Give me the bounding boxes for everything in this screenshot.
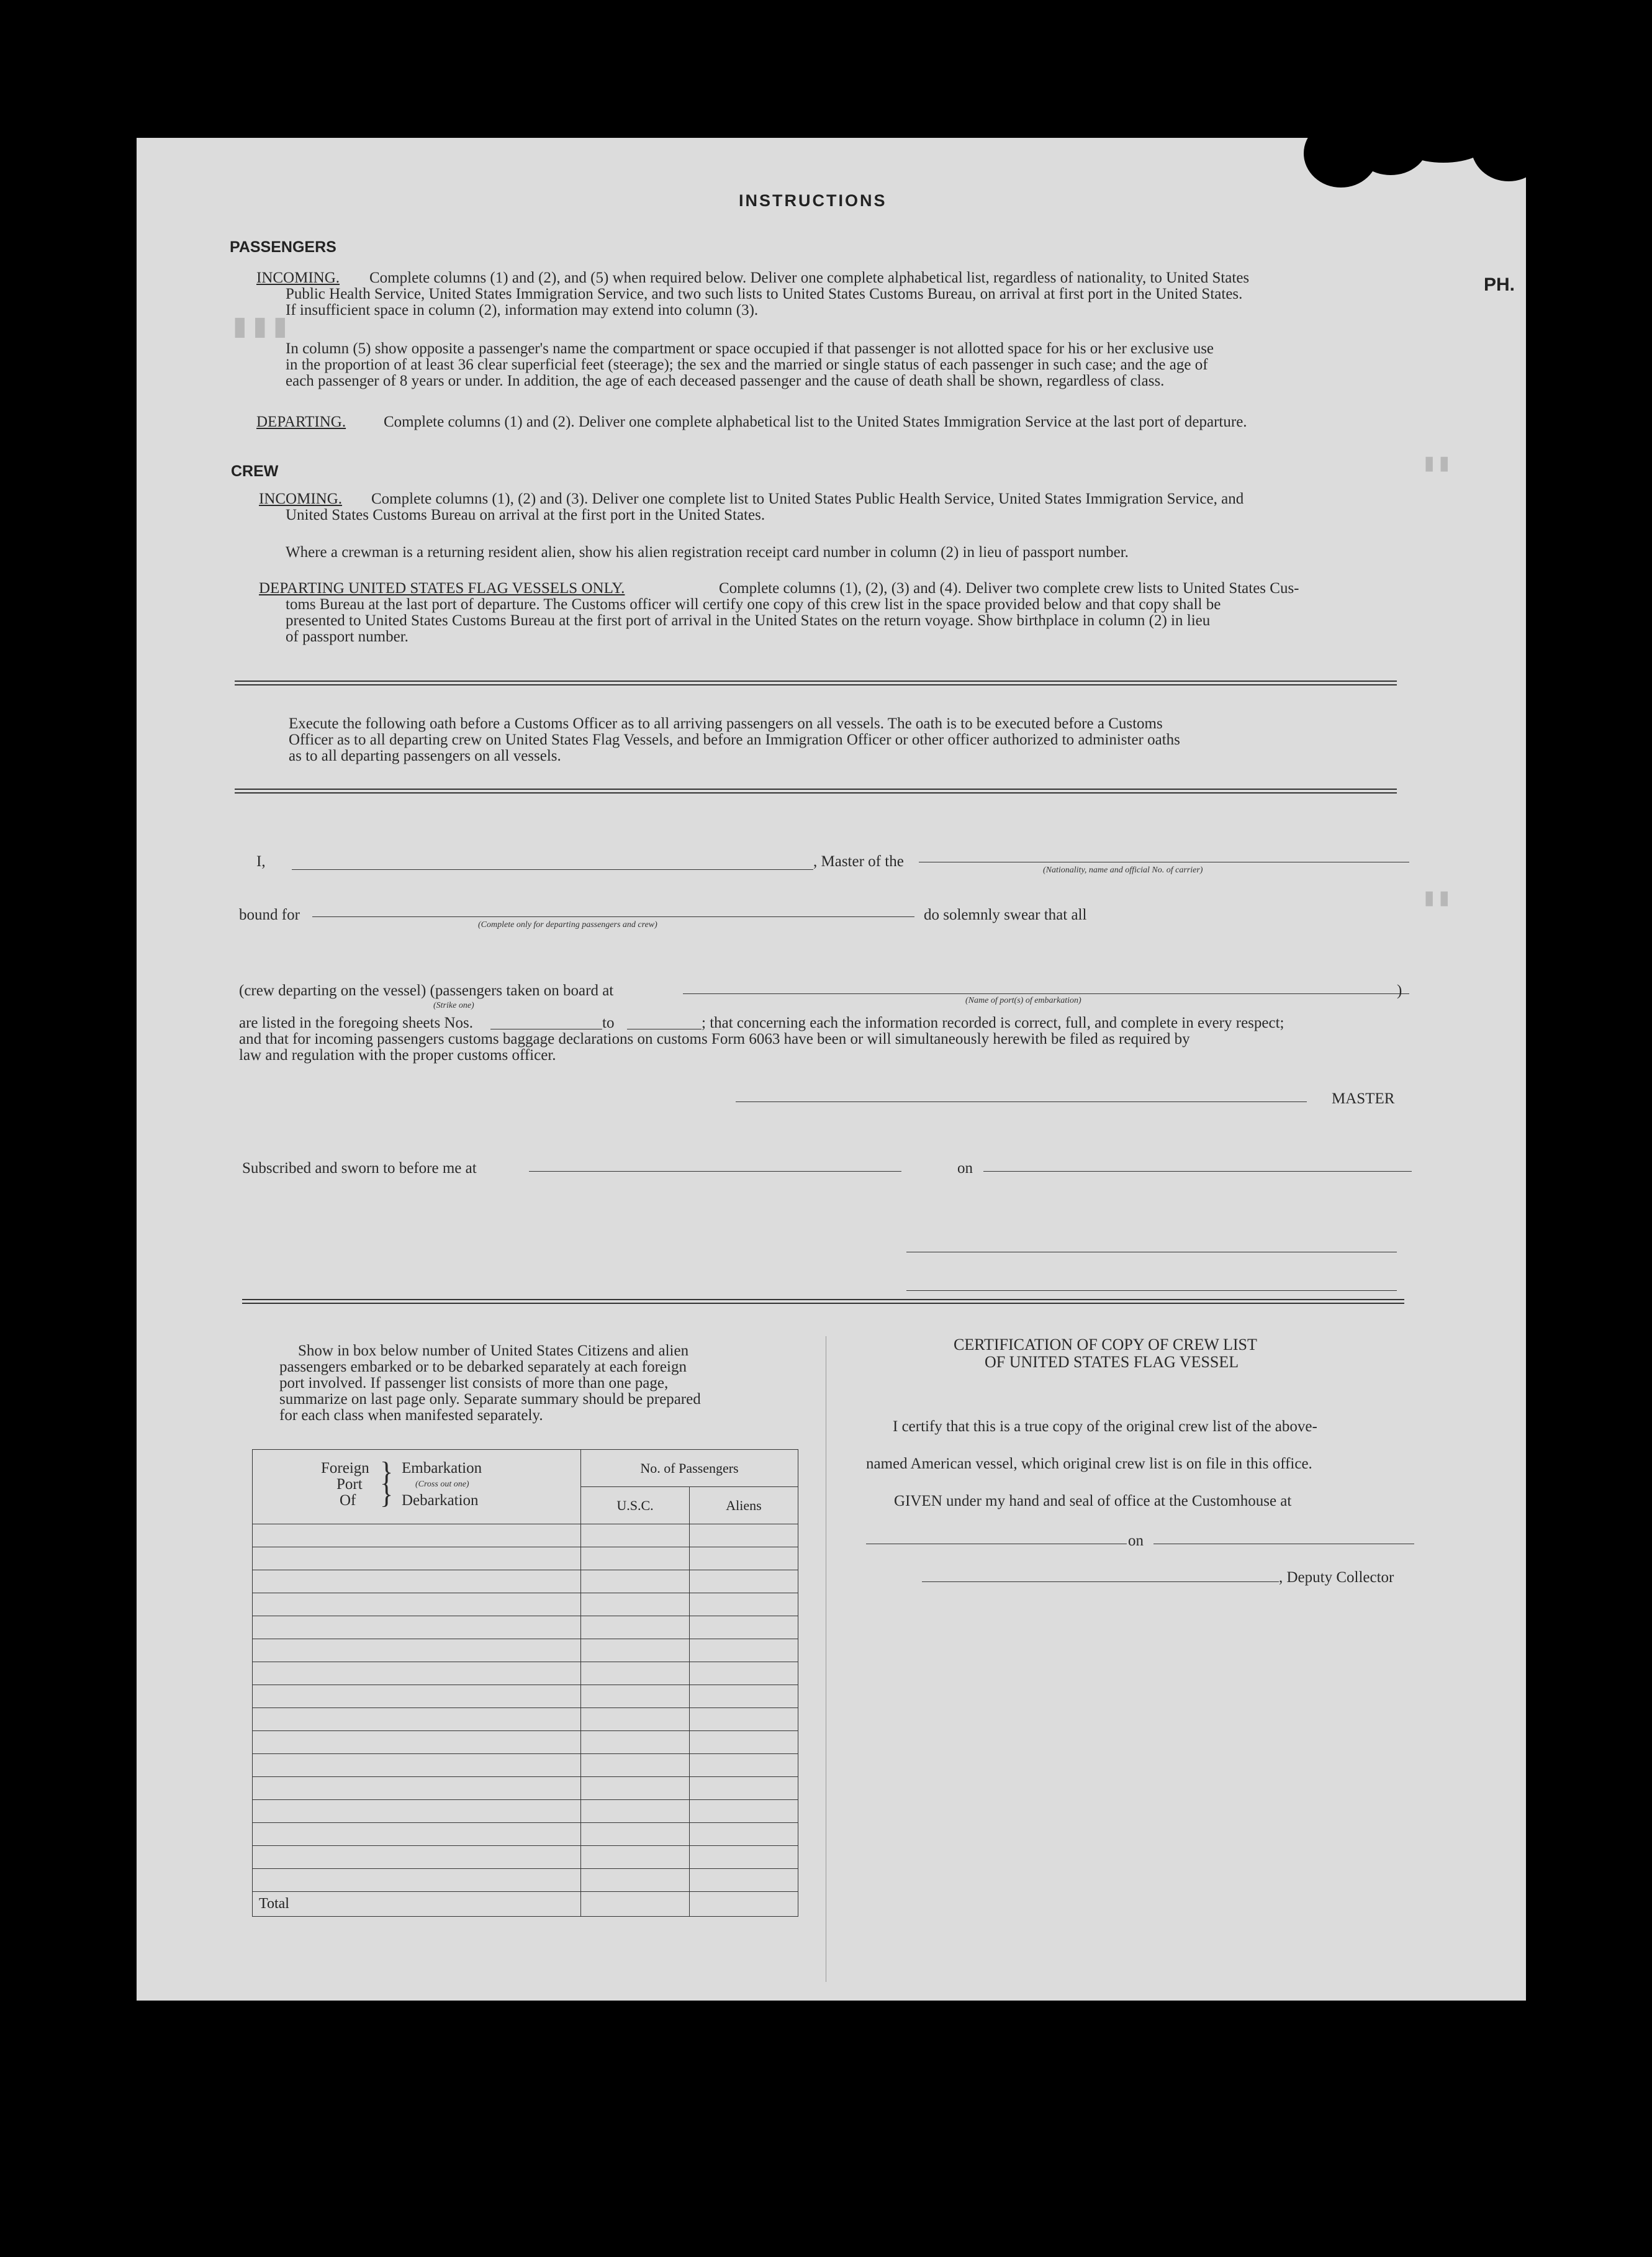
passengers-incoming-line: If insufficient space in column (2), information may extend into column (3). xyxy=(286,302,759,319)
usc-cell[interactable] xyxy=(581,1731,690,1754)
swear-text: do solemnly swear that all xyxy=(924,907,1087,923)
total-label-cell: Total xyxy=(253,1892,581,1917)
aliens-cell[interactable] xyxy=(690,1547,798,1570)
certification-text: named American vessel, which original crew list is on file in this office. xyxy=(866,1455,1312,1472)
subscribed-label: Subscribed and sworn to before me at xyxy=(242,1160,477,1177)
ports-line[interactable] xyxy=(683,993,1409,994)
usc-cell[interactable] xyxy=(581,1570,690,1593)
crew-incoming-label: INCOMING. xyxy=(259,491,343,507)
bleed-through: ▮▮ xyxy=(1422,885,1452,913)
aliens-cell[interactable] xyxy=(690,1823,798,1846)
aliens-cell[interactable] xyxy=(690,1754,798,1777)
crew-departing-label: DEPARTING UNITED STATES FLAG VESSELS ONLY. xyxy=(259,580,625,597)
summary-line: passengers embarked or to be debarked separately at each foreign xyxy=(279,1359,687,1375)
master-label: MASTER xyxy=(1332,1090,1395,1107)
port-header-cell xyxy=(253,1450,581,1524)
port-cell[interactable] xyxy=(253,1869,581,1892)
summary-line: summarize on last page only. Separate summary should be prepared xyxy=(279,1391,701,1408)
strike-one-note: (Strike one) xyxy=(433,1001,474,1010)
usc-cell[interactable] xyxy=(581,1869,690,1892)
torn-corner xyxy=(1397,119,1490,163)
usc-cell[interactable] xyxy=(581,1800,690,1823)
port-cell[interactable] xyxy=(253,1616,581,1639)
given-text: GIVEN under my hand and seal of office at the Customhouse at xyxy=(894,1493,1292,1509)
carrier-note: (Nationality, name and official No. of carrier) xyxy=(1043,866,1203,875)
foreign-label: Foreign xyxy=(321,1460,369,1477)
port-cell[interactable] xyxy=(253,1731,581,1754)
sworn-date-line[interactable] xyxy=(983,1171,1412,1172)
embarkation-label: Embarkation xyxy=(402,1460,482,1477)
ports-close-paren: ) xyxy=(1397,982,1402,999)
usc-cell[interactable] xyxy=(581,1823,690,1846)
port-cell[interactable] xyxy=(253,1547,581,1570)
port-cell[interactable] xyxy=(253,1570,581,1593)
page-heading: INSTRUCTIONS xyxy=(739,191,887,210)
bleed-through: ▮▮ xyxy=(1422,451,1452,479)
listed-text-b: ; that concerning each the information recorded is correct, full, and complete in every respect; xyxy=(702,1015,1284,1031)
port-cell[interactable] xyxy=(253,1593,581,1616)
complete-only-note: (Complete only for departing passengers and crew) xyxy=(478,920,657,929)
port-cell[interactable] xyxy=(253,1823,581,1846)
form-page xyxy=(137,138,1526,2001)
usc-cell[interactable] xyxy=(581,1662,690,1685)
port-cell[interactable] xyxy=(253,1708,581,1731)
master-signature-line[interactable] xyxy=(736,1101,1307,1102)
column5-line: In column (5) show opposite a passenger's name the compartment or space occupied if that passenger is not allotted space for his or her exclusive use xyxy=(286,340,1214,357)
deputy-signature-line[interactable] xyxy=(922,1581,1279,1582)
bleed-through: ▮▮▮ xyxy=(230,309,291,347)
aliens-cell[interactable] xyxy=(690,1708,798,1731)
section-divider xyxy=(242,1299,1404,1304)
usc-cell[interactable] xyxy=(581,1685,690,1708)
ports-note: (Name of port(s) of embarkation) xyxy=(965,996,1081,1005)
column5-line: each passenger of 8 years or under. In addition, the age of each deceased passenger and the cause of death shall be shown, regardless of class. xyxy=(286,373,1165,389)
certification-on: on xyxy=(1128,1532,1144,1549)
summary-line: for each class when manifested separately. xyxy=(279,1407,543,1424)
sworn-place-line[interactable] xyxy=(529,1171,901,1172)
port-label: Port xyxy=(336,1476,363,1493)
listed-line: law and regulation with the proper customs officer. xyxy=(239,1047,556,1064)
port-cell[interactable] xyxy=(253,1800,581,1823)
passengers-incoming-label: INCOMING. xyxy=(256,269,340,286)
deputy-collector-label: , Deputy Collector xyxy=(1279,1569,1394,1586)
crew-title: CREW xyxy=(231,463,279,480)
aliens-cell[interactable] xyxy=(690,1616,798,1639)
certification-title: OF UNITED STATES FLAG VESSEL xyxy=(985,1353,1239,1371)
crew-incoming-line: Complete columns (1), (2) and (3). Deliver one complete list to United States Public Health Service, United States Immigration Service, and xyxy=(371,491,1244,507)
crew-departing-line: of passport number. xyxy=(286,628,408,645)
aliens-cell[interactable] xyxy=(690,1570,798,1593)
passengers-title: PASSENGERS xyxy=(230,238,336,256)
debarkation-label: Debarkation xyxy=(402,1492,479,1509)
listed-to: to xyxy=(602,1015,615,1031)
aliens-cell[interactable] xyxy=(690,1846,798,1869)
certification-text: I certify that this is a true copy of the original crew list of the above- xyxy=(893,1418,1317,1435)
aliens-cell[interactable] xyxy=(690,1662,798,1685)
aliens-cell[interactable] xyxy=(690,1593,798,1616)
bound-for-line[interactable] xyxy=(312,916,914,917)
usc-cell[interactable] xyxy=(581,1593,690,1616)
master-name-line[interactable] xyxy=(292,869,813,870)
passengers-incoming-line: Public Health Service, United States Immigration Service, and two such lists to United States Customs Bureau, on arrival at first port in the United States. xyxy=(286,286,1243,302)
resident-alien-note: Where a crewman is a returning resident alien, show his alien registration receipt card number in column (2) in lieu of passport number. xyxy=(286,544,1129,561)
aliens-cell[interactable] xyxy=(690,1685,798,1708)
oath-i-label: I, xyxy=(256,853,266,870)
port-cell[interactable] xyxy=(253,1524,581,1547)
summary-line: port involved. If passenger list consists of more than one page, xyxy=(279,1375,669,1391)
port-cell[interactable] xyxy=(253,1639,581,1662)
usc-cell[interactable] xyxy=(581,1547,690,1570)
aliens-cell[interactable] xyxy=(690,1639,798,1662)
usc-cell[interactable] xyxy=(581,1777,690,1800)
crew-departing-line: toms Bureau at the last port of departure. The Customs officer will certify one copy of this crew list in the space provided below and that copy shall be xyxy=(286,596,1221,613)
usc-cell[interactable] xyxy=(581,1616,690,1639)
oath-line: Officer as to all departing crew on United States Flag Vessels, and before an Immigration Officer or other officer authorized to administer oaths xyxy=(289,731,1180,748)
listed-text-a: are listed in the foregoing sheets Nos. xyxy=(239,1015,473,1031)
usc-header: U.S.C. xyxy=(581,1487,690,1524)
listed-line: and that for incoming passengers customs baggage declarations on customs Form 6063 have been or will simultaneously herewith be filed as required by xyxy=(239,1031,1190,1047)
sworn-on-label: on xyxy=(957,1160,973,1177)
usc-cell[interactable] xyxy=(581,1639,690,1662)
port-cell[interactable] xyxy=(253,1685,581,1708)
port-cell[interactable] xyxy=(253,1662,581,1685)
crew-incoming-line: United States Customs Bureau on arrival at the first port in the United States. xyxy=(286,507,765,523)
aliens-cell[interactable] xyxy=(690,1731,798,1754)
cross-out-note: (Cross out one) xyxy=(415,1480,469,1489)
passengers-departing-text: Complete columns (1) and (2). Deliver one complete alphabetical list to the United States Immigration Service at the last port of departure. xyxy=(384,414,1247,430)
usc-cell[interactable] xyxy=(581,1846,690,1869)
passenger-summary-table xyxy=(252,1449,798,1917)
aliens-cell[interactable] xyxy=(690,1777,798,1800)
port-cell[interactable] xyxy=(253,1754,581,1777)
passengers-departing-label: DEPARTING. xyxy=(256,414,346,430)
of-label: Of xyxy=(340,1492,356,1509)
bound-for-label: bound for xyxy=(239,907,300,923)
usc-cell[interactable] xyxy=(581,1524,690,1547)
column5-line: in the proportion of at least 36 clear superficial feet (steerage); the sex and the married or single status of each passenger in such case; and the age of xyxy=(286,356,1208,373)
side-mark: PH. xyxy=(1484,274,1515,295)
port-cell[interactable] xyxy=(253,1846,581,1869)
section-divider xyxy=(235,681,1397,685)
aliens-header: Aliens xyxy=(690,1487,798,1524)
usc-cell[interactable] xyxy=(581,1754,690,1777)
oath-line: Execute the following oath before a Customs Officer as to all arriving passengers on all vessels. The oath is to be executed before a Customs xyxy=(289,715,1163,732)
aliens-cell[interactable] xyxy=(690,1800,798,1823)
brace-icon: } xyxy=(380,1479,394,1509)
crew-departing-text: (crew departing on the vessel) (passengers taken on board at xyxy=(239,982,614,999)
aliens-total-cell[interactable] xyxy=(690,1892,798,1917)
crew-departing-line: presented to United States Customs Bureau at the first port of arrival in the United States on the return voyage. Show birthplace in column (2) in lieu xyxy=(286,612,1211,629)
master-of-label: , Master of the xyxy=(813,853,904,870)
aliens-cell[interactable] xyxy=(690,1869,798,1892)
oath-line: as to all departing passengers on all vessels. xyxy=(289,748,561,764)
certification-title: CERTIFICATION OF COPY OF CREW LIST xyxy=(954,1336,1257,1354)
brace-icon: } xyxy=(380,1457,394,1487)
usc-cell[interactable] xyxy=(581,1708,690,1731)
no-passengers-header: No. of Passengers xyxy=(581,1450,798,1487)
port-cell[interactable] xyxy=(253,1777,581,1800)
crew-departing-line: Complete columns (1), (2), (3) and (4). Deliver two complete crew lists to United States Cus- xyxy=(719,580,1299,597)
usc-total-cell[interactable] xyxy=(581,1892,690,1917)
section-divider xyxy=(235,789,1397,794)
officer-title-line[interactable] xyxy=(906,1290,1397,1291)
passengers-incoming-line: Complete columns (1) and (2), and (5) when required below. Deliver one complete alphabetical list, regardless of nationality, to United States xyxy=(369,269,1250,286)
aliens-cell[interactable] xyxy=(690,1524,798,1547)
summary-line: Show in box below number of United States Citizens and alien xyxy=(298,1342,689,1359)
